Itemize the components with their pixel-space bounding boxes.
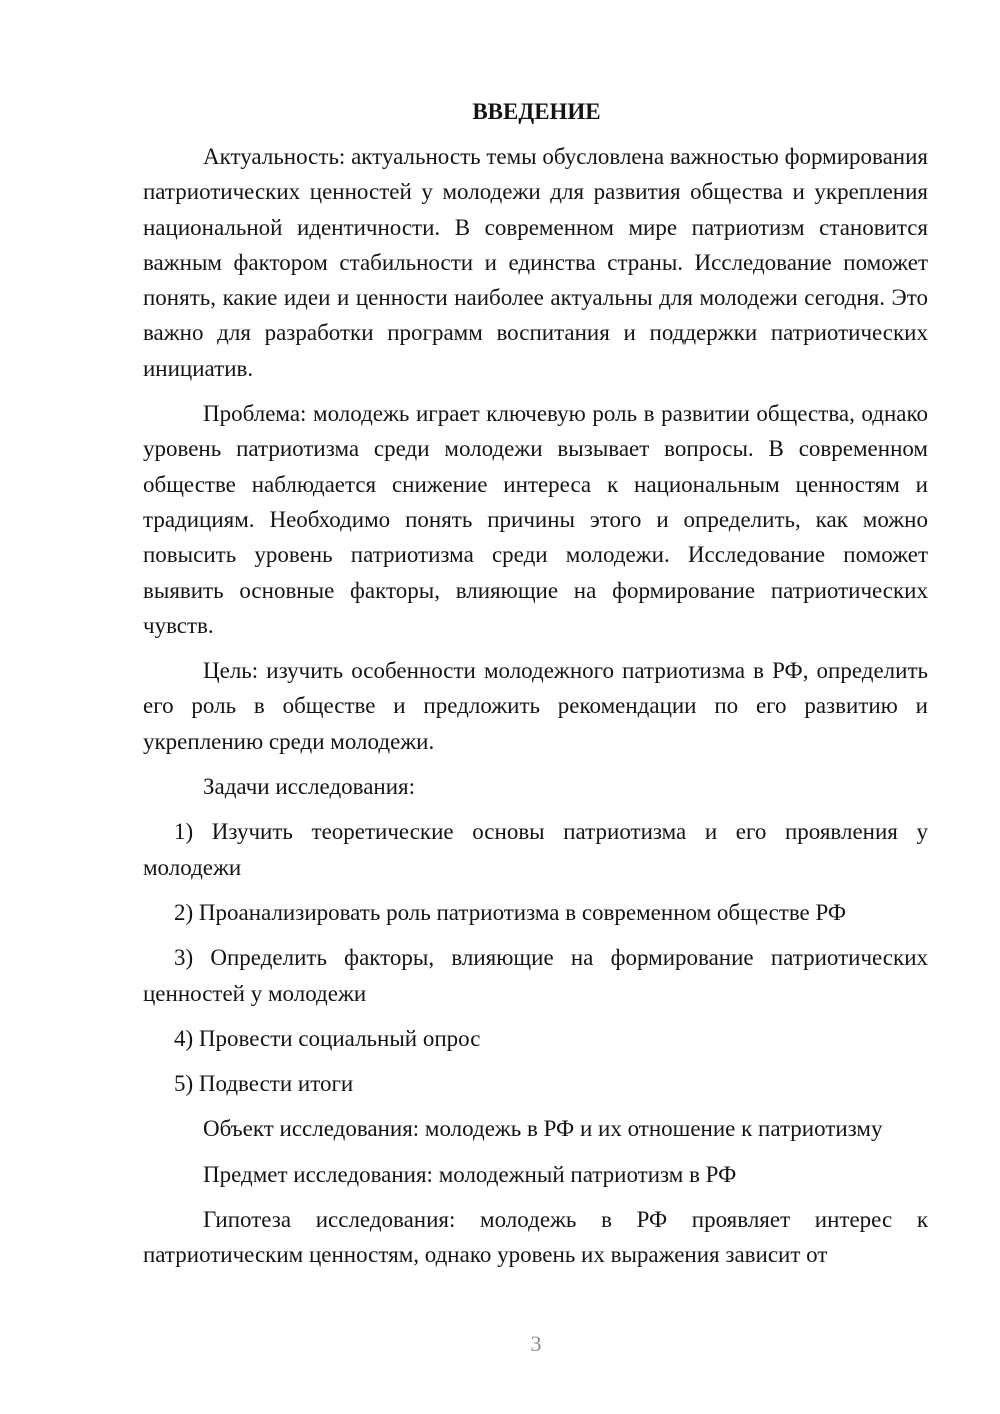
- list-item: 4) Провести социальный опрос: [174, 1025, 481, 1051]
- list-item: 2) Проанализировать роль патриотизма в современном обществе РФ: [174, 899, 847, 925]
- paragraph-problem: Проблема: молодежь играет ключевую роль в развитии общества, однако уровень патриотизма среди молодежи вызывает вопросы. В современном обществе наблюдается снижение интереса к национальным ценностям и традициям. Необходимо понять причины этого и определить, как можно повысить уровень патриотизма среди молодежи. Исследование поможет выявить основные факторы, влияющие на формирование патриотических чувств.: [143, 401, 928, 638]
- tasks-list: [143, 814, 928, 1101]
- paragraph-object: Объект исследования: молодежь в РФ и их отношение к патриотизму: [203, 1116, 883, 1142]
- list-item: 1) Изучить теоретические основы патриотизма и его проявления у молодежи: [143, 819, 928, 880]
- list-item: 3) Определить факторы, влияющие на формирование патриотических ценностей у молодежи: [143, 945, 928, 1006]
- page-number: 3: [530, 1331, 542, 1356]
- document-body: [143, 94, 928, 1283]
- paragraph-tasks-title: Задачи исследования:: [203, 774, 416, 800]
- paragraph-subject: Предмет исследования: молодежный патриотизм в РФ: [203, 1161, 737, 1187]
- paragraph-hypothesis: Гипотеза исследования: молодежь в РФ проявляет интерес к патриотическим ценностям, однако уровень их выражения зависит от: [143, 1207, 928, 1268]
- paragraph-relevance: Актуальность: актуальность темы обусловлена важностью формирования патриотических ценностей у молодежи для развития общества и укрепления национальной идентичности. В современном мире патриотизм становится важным фактором стабильности и единства страны. Исследование поможет понять, какие идеи и ценности наиболее актуальны для молодежи сегодня. Это важно для разработки программ воспитания и поддержки патриотических инициатив.: [143, 144, 928, 381]
- section-heading: ВВЕДЕНИЕ: [472, 99, 601, 124]
- paragraph-goal: Цель: изучить особенности молодежного патриотизма в РФ, определить его роль в обществе и предложить рекомендации по его развитию и укреплению среди молодежи.: [143, 658, 928, 754]
- list-item: 5) Подвести итоги: [174, 1071, 354, 1097]
